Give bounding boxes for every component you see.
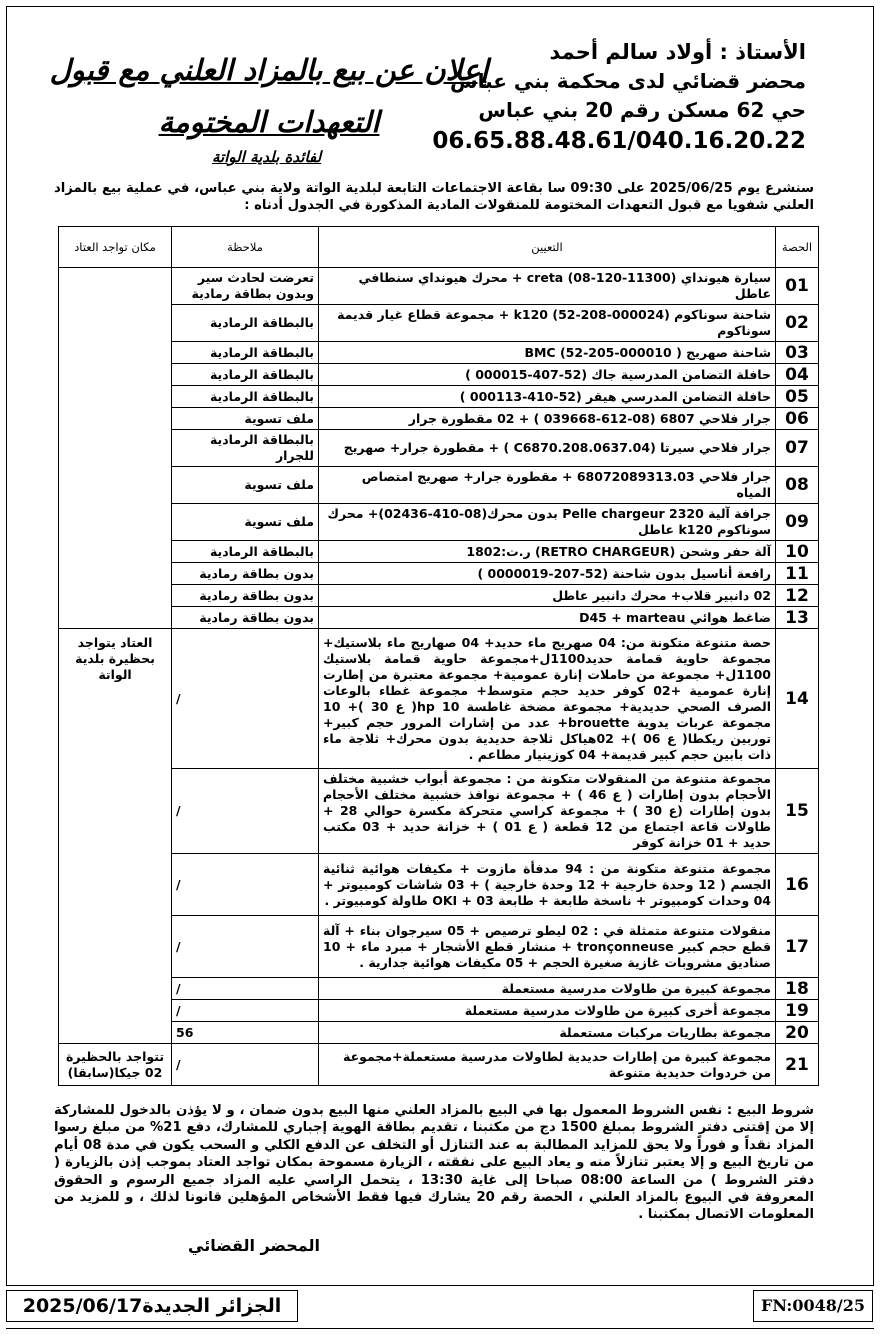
lot-note: بالبطاقة الرمادية — [172, 305, 319, 342]
lot-number: 19 — [776, 1000, 819, 1022]
table-row — [59, 268, 819, 305]
lot-number: 10 — [776, 541, 819, 563]
lot-designation: سيارة هيونداي creta (08-120-11300) + محرك هيونداي سنطافي عاطل — [319, 268, 776, 305]
lot-note: بالبطاقة الرمادية للجرار — [172, 430, 319, 467]
table-row — [59, 916, 819, 978]
reference-box: FN:0048/25 — [753, 1290, 873, 1322]
lot-number: 13 — [776, 607, 819, 629]
header-location: مكان تواجد العتاد — [59, 227, 172, 268]
lot-number: 08 — [776, 467, 819, 504]
announcement-subtitle: لفائدة بلدية الواتة — [212, 148, 322, 166]
intro-paragraph: سنشرع يوم 2025/06/25 على 09:30 سا بقاعة الاجتماعات التابعة لبلدية الواتة ولاية بني عباس، في عملية بيع بالمزاد العلني شفويا مع قبول التعهدات المختومة للمنقولات المادية المذكورة في الجدول أدناه : — [54, 181, 814, 213]
table-row — [59, 769, 819, 854]
lot-number: 18 — [776, 978, 819, 1000]
lot-number: 11 — [776, 563, 819, 585]
lot-designation: مجموعة متنوعة متكونة من : 94 مدفأة مازوت + مكيفات هوائية ثنائية الجسم ( 12 وحدة خارجية + 12 وحدة خارجية ) + 03 شاشات كومبيوتر + 04 وحدات كومبيوتر + ناسخة طابعة + طابعة OKI + 03 طاولة كومبيوتر . — [319, 854, 776, 916]
lot-note: / — [172, 1000, 319, 1022]
lot-note: بدون بطاقة رمادية — [172, 585, 319, 607]
table-row — [59, 386, 819, 408]
lot-designation: جرار فلاحي 6807 (08-612-039668 ) + 02 مقطورة جرار — [319, 408, 776, 430]
table-row — [59, 629, 819, 769]
lot-note: ملف تسوية — [172, 504, 319, 541]
table-row — [59, 1022, 819, 1044]
header-lot: الحصة — [776, 227, 819, 268]
lot-note: 56 — [172, 1022, 319, 1044]
lot-designation: مجموعة أخرى كبيرة من طاولات مدرسية مستعملة — [319, 1000, 776, 1022]
lots-body — [59, 268, 819, 1086]
officer-role: محضر قضائي لدى محكمة بني عباس — [449, 69, 806, 93]
lot-designation: حافلة التضامن المدرسي هيقر (52-410-000113 ) — [319, 386, 776, 408]
lot-designation: ضاغط هوائي D45 + marteau — [319, 607, 776, 629]
officer-phones: 06.65.88.48.61/040.16.20.22 — [432, 128, 806, 154]
lot-number: 20 — [776, 1022, 819, 1044]
lot-designation: شاحنة سوناكوم k120 (52-208-000024) + مجموعة قطاع غيار قديمة سوناكوم — [319, 305, 776, 342]
lot-note: ملف تسوية — [172, 408, 319, 430]
newspaper-box: الجزائر الجديدة2025/06/17 — [6, 1290, 298, 1322]
lot-number: 04 — [776, 364, 819, 386]
lot-note: / — [172, 629, 319, 769]
table-row — [59, 467, 819, 504]
lot-number: 05 — [776, 386, 819, 408]
lot-number: 07 — [776, 430, 819, 467]
officer-name: الأستاذ : أولاد سالم أحمد — [549, 40, 806, 64]
lots-table — [58, 226, 819, 1086]
lot-note: / — [172, 769, 319, 854]
lot-note: بالبطاقة الرمادية — [172, 364, 319, 386]
table-row — [59, 854, 819, 916]
lot-number: 03 — [776, 342, 819, 364]
lot-designation: جرار فلاحي 68072089313.03 + مقطورة جرار+ صهريج امتصاص المياه — [319, 467, 776, 504]
lot-number: 15 — [776, 769, 819, 854]
lot-number: 12 — [776, 585, 819, 607]
table-row — [59, 541, 819, 563]
lot-designation: حافلة التضامن المدرسية جاك (52-407-000015 ) — [319, 364, 776, 386]
lot-number: 14 — [776, 629, 819, 769]
lot-note: ملف تسوية — [172, 467, 319, 504]
lot-number: 09 — [776, 504, 819, 541]
lot-designation: منقولات متنوعة متمثلة في : 02 ليطو ترصيص + 05 سيرجوان بناء + آلة قطع حجم كبير tronçonneuse + منشار قطع الأشجار + مبرد ماء + 10 صناديق مشروبات غازية صغيرة الحجم + 05 مكيفات هوائية جدارية . — [319, 916, 776, 978]
lot-note: بدون بطاقة رمادية — [172, 607, 319, 629]
lot-note: بالبطاقة الرمادية — [172, 386, 319, 408]
table-row — [59, 607, 819, 629]
lot-note: / — [172, 854, 319, 916]
lot-designation: رافعة أناسيل بدون شاحنة (52-207-0000019 ) — [319, 563, 776, 585]
header-designation: التعيين — [319, 227, 776, 268]
lot-note: بدون بطاقة رمادية — [172, 563, 319, 585]
lot-designation: آلة حفر وشحن (RETRO CHARGEUR) ر.ت:1802 — [319, 541, 776, 563]
header-note: ملاحظة — [172, 227, 319, 268]
location-cell-empty — [59, 268, 172, 629]
table-row — [59, 305, 819, 342]
table-row — [59, 342, 819, 364]
lot-designation: مجموعة متنوعة من المنقولات متكونة من : مجموعة أبواب خشبية مختلف الأحجام بدون إطارات ( ع 46 ) + مجموعة نوافذ خشبية مختلف الأحجام بدون إطارات (ع 30 ) + مجموعة كراسي متحركة مكسرة حوالي 28 + طاولات قاعة اجتماع من 12 قطعة ( ع 01 ) + خزانة حديد + 03 مكتب حديد + 01 خزانة كوفر — [319, 769, 776, 854]
table-row — [59, 1044, 819, 1086]
lot-designation: مجموعة كبيرة من طاولات مدرسية مستعملة — [319, 978, 776, 1000]
table-row — [59, 1000, 819, 1022]
lot-note: / — [172, 1044, 319, 1086]
table-row — [59, 430, 819, 467]
lot-number: 16 — [776, 854, 819, 916]
lot-designation: حصة متنوعة متكونة من: 04 صهريج ماء حديد+ 04 صهاريج ماء بلاستيك+ مجموعة حاوية قمامة حديد1100ل+مجموعة حاوية قمامة بلاستيك 1100ل+ مجموعة من حاملات إنارة عمومية+ مجموعة معتبرة من إطارت إنارة عمومية +02 كوفر حديد حجم متوسط+ مجموعة غطاء بالوعات الصرف الصحي حديدية+ مجموعة مضخة غاطسة 10 hp( ع 30 )+ 10 مجموعة عربات يدوية brouette+ عدد من إشارات المرور حجم كبير+ توربين ريكطا( ع 06 )+ 02هياكل ثلاجة حديدية بدون محرك+ ثلاجة ماء ذات بابين حجم كبير قديمة+ 04 كوزينيار مطاعم . — [319, 629, 776, 769]
table-row — [59, 585, 819, 607]
lot-number: 17 — [776, 916, 819, 978]
lot-note: بالبطاقة الرمادية — [172, 541, 319, 563]
lot-number: 21 — [776, 1044, 819, 1086]
lot-note: / — [172, 916, 319, 978]
lot-number: 06 — [776, 408, 819, 430]
table-row — [59, 408, 819, 430]
lot-note: / — [172, 978, 319, 1000]
lot-note: تعرضت لحادث سير وبدون بطاقة رمادية — [172, 268, 319, 305]
lot-number: 01 — [776, 268, 819, 305]
sale-terms: شروط البيع : نفس الشروط المعمول بها في البيع بالمزاد العلني منها البيع بدون ضمان ، و لا يؤذن بالدخول للمشاركة إلا من إقتنى دفتر الشروط بمبلغ 1500 دج من مكتبنا ، تقديم بطاقة الهوية إجباري للمشارك، دفع 21% من مبلغ رسوا المزاد نقداً و فوراً ولا يحق للمزايد المطالبة به عند التنازل أو التخلف عن الدفع الكلي و السحب يكون في مدة 08 أيام من تاريخ البيع و إلا يعتبر تنازلاً منه و يعاد البيع على نفقته ، الزيارة مسموحة بمكان تواجد العتاد بموجب إذن بالزيارة ( دفتر الشروط ) من الساعة 08:00 صباحا إلى غاية 13:30 ، يتحمل الراسي عليه المزاد جميع الرسوم و الحقوق المعروفة في البيوع بالمزاد العلني ، الحصة رقم 20 يشارك فيها فقط الأشخاص المؤهلين قانونا لذلك ، و للمزيد من المعلومات الاتصال بمكتبنا . — [54, 1103, 815, 1223]
table-row — [59, 563, 819, 585]
bottom-rule — [6, 1328, 874, 1329]
lot-designation: 02 دانبير قلاب+ محرك دانبير عاطل — [319, 585, 776, 607]
lot-designation: مجموعة كبيرة من إطارات حديدية لطاولات مدرسية مستعملة+مجموعة من خردوات حديدية متنوعة — [319, 1044, 776, 1086]
table-row — [59, 978, 819, 1000]
announcement-title: إعلان عن بيع بالمزاد العلني مع قبول التعهدات المختومة — [49, 53, 489, 139]
lot-designation: مجموعة بطاريات مركبات مستعملة — [319, 1022, 776, 1044]
lot-designation: شاحنة صهريج BMC (52-205-000010 ) — [319, 342, 776, 364]
lot-designation: جرار فلاحي سيرتا (C6870.208.0637.04 ) + مقطورة جرار+ صهريج — [319, 430, 776, 467]
lot-note: بالبطاقة الرمادية — [172, 342, 319, 364]
table-row — [59, 504, 819, 541]
lot-designation: جرافة آلية Pelle chargeur 2320 بدون محرك(08-410-02436)+ محرك سوناكوم k120 عاطل — [319, 504, 776, 541]
location-last: تتواجد بالحظيرة 02 جيكا(سابقا) — [59, 1044, 172, 1086]
signature: المحضر القضائي — [188, 1236, 321, 1255]
officer-address: حي 62 مسكن رقم 20 بني عباس — [478, 98, 806, 122]
table-header-row — [59, 227, 819, 268]
lot-number: 02 — [776, 305, 819, 342]
table-row — [59, 364, 819, 386]
location-main: العتاد يتواجد بحظيرة بلدية الواتة — [59, 629, 172, 1044]
